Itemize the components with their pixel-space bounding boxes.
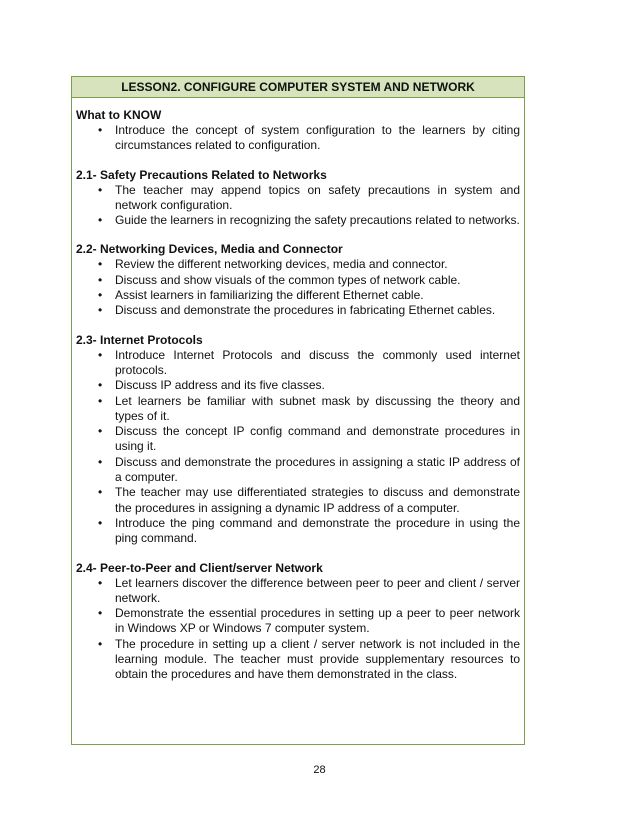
list-item-text: Introduce Internet Protocols and discuss the commonly used internet protocols.	[115, 347, 520, 377]
section-heading: 2.3- Internet Protocols	[76, 332, 203, 347]
list-item	[76, 637, 520, 683]
list-item	[76, 576, 520, 607]
section-heading: 2.2- Networking Devices, Media and Connector	[76, 242, 343, 257]
bullet-list	[76, 257, 520, 318]
bullet-icon: •	[98, 424, 103, 439]
list-item	[76, 378, 520, 393]
lesson-table	[71, 76, 525, 745]
list-item	[76, 516, 520, 547]
lesson-section	[76, 561, 520, 683]
list-item-text: The teacher may append topics on safety precautions in system and network configuration.	[115, 182, 520, 212]
list-item-text: Guide the learners in recognizing the safety precautions related to networks.	[115, 213, 520, 228]
section-heading: 2.4- Peer-to-Peer and Client/server Network	[76, 560, 323, 575]
bullet-icon: •	[98, 636, 103, 651]
bullet-list	[76, 348, 520, 547]
bullet-icon: •	[98, 182, 103, 197]
lesson-section	[76, 242, 520, 318]
bullet-list	[76, 123, 520, 154]
lesson-section	[76, 333, 520, 547]
list-item	[76, 273, 520, 288]
bullet-icon: •	[98, 288, 103, 303]
bullet-icon: •	[98, 272, 103, 287]
list-item-text: Discuss and show visuals of the common types of network cable.	[115, 272, 461, 287]
list-item-text: Discuss and demonstrate the procedures in assigning a static IP address of a computer.	[115, 454, 520, 485]
list-item-text: Let learners be familiar with subnet mask by discussing the theory and types of it.	[115, 393, 520, 423]
bullet-icon: •	[98, 347, 103, 362]
lesson-title: LESSON2. CONFIGURE COMPUTER SYSTEM AND NETWORK	[72, 77, 524, 98]
list-item-text: Discuss and demonstrate the procedures in fabricating Ethernet cables.	[115, 303, 496, 318]
section-heading: What to KNOW	[76, 108, 162, 122]
bullet-icon: •	[98, 123, 103, 137]
section-heading: 2.1- Safety Precautions Related to Networks	[76, 167, 327, 182]
bullet-icon: •	[98, 606, 103, 621]
list-item-text: Assist learners in familiarizing the different Ethernet cable.	[115, 288, 424, 303]
bullet-icon: •	[98, 378, 103, 393]
list-item-text: Let learners discover the difference between peer to peer and client / server network.	[115, 575, 520, 605]
list-item	[76, 455, 520, 486]
list-item	[76, 348, 520, 379]
bullet-icon: •	[98, 257, 103, 272]
list-item-text: Introduce the ping command and demonstrate the procedure in using the ping command.	[115, 515, 520, 546]
list-item-text: Demonstrate the essential procedures in setting up a peer to peer network in Windows XP or Windows 7 computer system.	[115, 606, 520, 636]
list-item	[76, 606, 520, 637]
list-item-text: The teacher may use differentiated strategies to discuss and demonstrate the procedures in assigning a dynamic IP address of a computer.	[115, 485, 520, 515]
list-item-text: The procedure in setting up a client / server network is not included in the learning module. The teacher must provide supplementary resources to obtain the procedures and have them demonstrated in the class.	[115, 636, 520, 682]
list-item	[76, 183, 520, 214]
lesson-section	[76, 168, 520, 229]
list-item	[76, 485, 520, 516]
bullet-icon: •	[98, 454, 103, 469]
bullet-list	[76, 183, 520, 229]
list-item-text: Introduce the concept of system configuration to the learners by citing circumstances related to configuration.	[115, 123, 520, 153]
bullet-icon: •	[98, 485, 103, 500]
list-item-text: Discuss the concept IP config command and demonstrate procedures in using it.	[115, 424, 520, 454]
bullet-icon: •	[98, 393, 103, 408]
list-item	[76, 213, 520, 228]
bullet-icon: •	[98, 213, 103, 228]
list-item	[76, 257, 520, 272]
lesson-section	[76, 108, 520, 154]
list-item	[76, 288, 520, 303]
bullet-icon: •	[98, 575, 103, 590]
bullet-icon: •	[98, 515, 103, 530]
bullet-icon: •	[98, 303, 103, 318]
list-item	[76, 424, 520, 455]
list-item-text: Review the different networking devices, media and connector.	[115, 257, 448, 272]
list-item-text: Discuss IP address and its five classes.	[115, 378, 325, 393]
list-item	[76, 303, 520, 318]
list-item	[76, 123, 520, 154]
bullet-list	[76, 576, 520, 683]
lesson-content	[72, 98, 524, 683]
list-item	[76, 394, 520, 425]
page-number: 28	[313, 764, 326, 776]
